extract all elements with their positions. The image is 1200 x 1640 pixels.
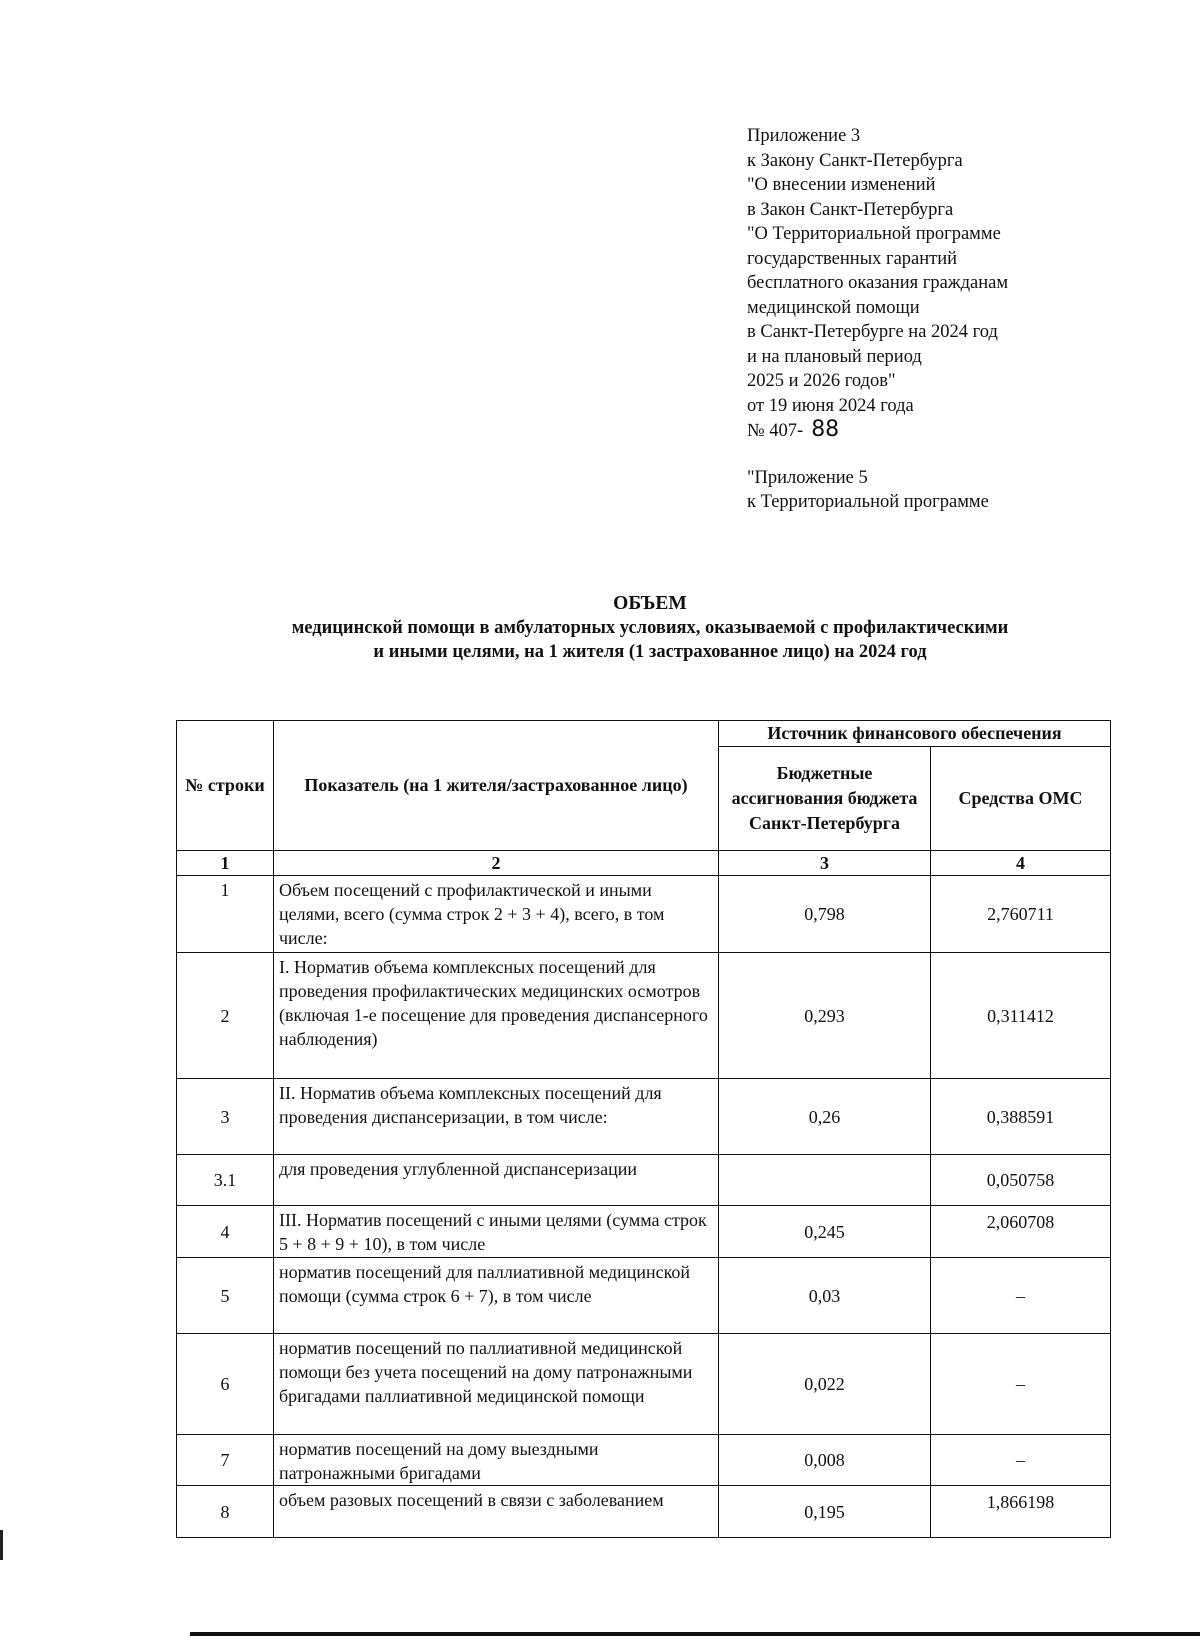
header-funding-source: Источник финансового обеспечения: [719, 721, 1111, 747]
row-number: 8: [177, 1486, 274, 1538]
appendix5-line: к Территориальной программе: [747, 492, 989, 512]
header-row-number: № строки: [177, 721, 274, 851]
law-number-prefix: № 407-: [747, 421, 804, 441]
row-number: 5: [177, 1258, 274, 1334]
row-budget-value: 0,022: [719, 1334, 931, 1435]
volume-table: [176, 720, 1111, 1538]
row-number: 1: [177, 876, 274, 953]
row-oms-value: 2,760711: [931, 876, 1111, 953]
appendix-line: к Закону Санкт-Петербурга: [747, 150, 963, 171]
row-oms-value: –: [931, 1435, 1111, 1486]
row-oms-value: –: [931, 1334, 1111, 1435]
law-number-handwritten: 88: [811, 417, 840, 442]
column-number: 2: [274, 851, 719, 876]
column-number: 3: [719, 851, 931, 876]
appendix-line: "О Территориальной программе: [747, 224, 1001, 244]
column-number: 1: [177, 851, 274, 876]
document-title: [150, 592, 1150, 664]
row-indicator: Объем посещений с профилактической и иными целями, всего (сумма строк 2 + 3 + 4), всего, в том числе:: [274, 876, 719, 953]
appendix-line: 2025 и 2026 годов": [747, 371, 896, 391]
appendix-line: в Санкт-Петербурге на 2024 год: [747, 322, 998, 342]
header-indicator: Показатель (на 1 жителя/застрахованное лицо): [274, 721, 719, 851]
row-number: 2: [177, 953, 274, 1079]
title-main: ОБЪЕМ: [613, 593, 687, 614]
law-number: [747, 418, 1008, 444]
scan-side-mark: [0, 1530, 3, 1560]
row-indicator: норматив посещений для паллиативной медицинской помощи (сумма строк 6 + 7), в том числе: [274, 1258, 719, 1334]
row-oms-value: 2,060708: [931, 1206, 1111, 1258]
row-budget-value: 0,195: [719, 1486, 931, 1538]
appendix5-line: "Приложение 5: [747, 467, 868, 488]
table-row: [177, 1258, 1111, 1334]
row-oms-value: 0,050758: [931, 1155, 1111, 1206]
row-budget-value: 0,293: [719, 953, 931, 1079]
row-number: 3.1: [177, 1155, 274, 1206]
row-indicator: норматив посещений на дому выездными патронажными бригадами: [274, 1435, 719, 1486]
row-number: 3: [177, 1079, 274, 1155]
table-row: [177, 1486, 1111, 1538]
row-oms-value: 1,866198: [931, 1486, 1111, 1538]
table-row: [177, 1435, 1111, 1486]
appendix-line: бесплатного оказания гражданам: [747, 273, 1009, 293]
appendix-reference: [747, 124, 1008, 515]
row-budget-value: [719, 1155, 931, 1206]
row-indicator: норматив посещений по паллиативной медицинской помощи без учета посещений на дому патронажными бригадами паллиативной медицинской помощи: [274, 1334, 719, 1435]
appendix-line: государственных гарантий: [747, 248, 958, 269]
table-row: [177, 1334, 1111, 1435]
table-row: [177, 1079, 1111, 1155]
row-number: 7: [177, 1435, 274, 1486]
scan-edge-line: [190, 1632, 1200, 1636]
appendix-line: "О внесении изменений: [747, 175, 936, 195]
table-row: [177, 1155, 1111, 1206]
appendix-line: от 19 июня 2024 года: [747, 395, 914, 416]
row-number: 6: [177, 1334, 274, 1435]
appendix-line: в Закон Санкт-Петербурга: [747, 199, 954, 220]
header-oms: Средства ОМС: [931, 747, 1111, 851]
title-line: медицинской помощи в амбулаторных условиях, оказываемой с профилактическими: [291, 618, 1009, 638]
row-indicator: для проведения углубленной диспансеризации: [274, 1155, 719, 1206]
row-budget-value: 0,26: [719, 1079, 931, 1155]
table-row: [177, 876, 1111, 953]
header-budget: Бюджетные ассигнования бюджета Санкт-Петербурга: [719, 747, 931, 851]
row-indicator: III. Норматив посещений с иными целями (сумма строк 5 + 8 + 9 + 10), в том числе: [274, 1206, 719, 1258]
row-oms-value: 0,311412: [931, 953, 1111, 1079]
row-oms-value: 0,388591: [931, 1079, 1111, 1155]
row-budget-value: 0,008: [719, 1435, 931, 1486]
appendix-line: медицинской помощи: [747, 297, 920, 318]
row-indicator: объем разовых посещений в связи с заболеванием: [274, 1486, 719, 1538]
table-row: [177, 953, 1111, 1079]
appendix-line: Приложение 3: [747, 126, 861, 146]
title-line: и иными целями, на 1 жителя (1 застрахованное лицо) на 2024 год: [373, 642, 927, 662]
row-number: 4: [177, 1206, 274, 1258]
row-budget-value: 0,798: [719, 876, 931, 953]
column-numbers-row: [177, 851, 1111, 876]
table-row: [177, 1206, 1111, 1258]
row-indicator: I. Норматив объема комплексных посещений для проведения профилактических медицинских осмотров (включая 1-е посещение для проведения диспансерного наблюдения): [274, 953, 719, 1079]
appendix-line: и на плановый период: [747, 346, 922, 367]
row-indicator: II. Норматив объема комплексных посещений для проведения диспансеризации, в том числе:: [274, 1079, 719, 1155]
row-budget-value: 0,03: [719, 1258, 931, 1334]
row-budget-value: 0,245: [719, 1206, 931, 1258]
column-number: 4: [931, 851, 1111, 876]
row-oms-value: –: [931, 1258, 1111, 1334]
